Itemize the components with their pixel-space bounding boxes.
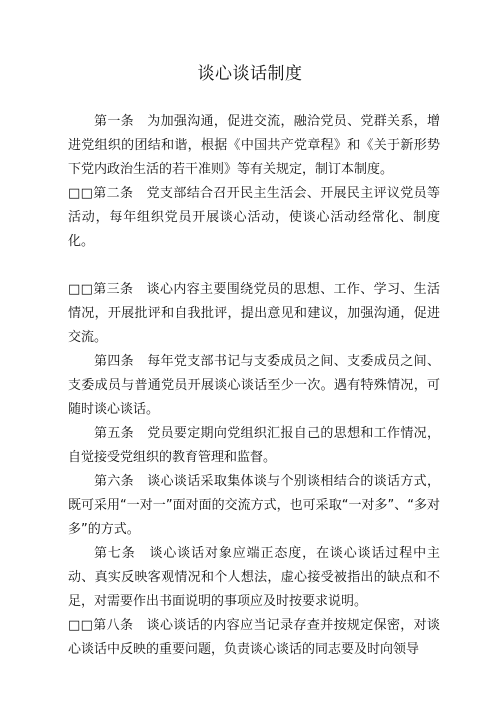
article-8: □□第八条 谈心谈话的内容应当记录存查并按规定保密，对谈心谈话中反映的重要问题，负责谈心谈话的同志要及时向领导: [68, 618, 440, 657]
article-7: 第七条 谈心谈话对象应端正态度，在谈心谈话过程中主动、真实反映客观情况和个人想法，虚心接受被指出的缺点和不足，对需要作出书面说明的事项应及时按要求说明。: [68, 546, 440, 609]
document-body: [68, 110, 440, 662]
article-4: 第四条 每年党支部书记与支委成员之间、支委成员之间、支委成员与普通党员开展谈心谈话至少一次。遇有特殊情况，可随时谈心谈话。: [68, 354, 440, 417]
paragraph-spacer: [68, 254, 440, 278]
article-6: 第六条 谈心谈话采取集体谈与个别谈相结合的谈话方式，既可采用“一对一”面对面的交流方式，也可采取“一对多”、“多对多”的方式。: [68, 474, 440, 537]
article-5: 第五条 党员要定期向党组织汇报自己的思想和工作情况，自觉接受党组织的教育管理和监督。: [68, 426, 440, 465]
article-1: 第一条 为加强沟通，促进交流，融洽党员、党群关系，增进党组织的团结和谐，根据《中国共产党章程》和《关于新形势下党内政治生活的若干准则》等有关规定，制订本制度。: [68, 114, 440, 177]
article-3: □□第三条 谈心内容主要围绕党员的思想、工作、学习、生活情况，开展批评和自我批评，提出意见和建议，加强沟通，促进交流。: [68, 282, 440, 345]
document-title: 谈心谈话制度: [197, 64, 303, 84]
article-2: □□第二条 党支部结合召开民主生活会、开展民主评议党员等活动，每年组织党员开展谈心活动，使谈心活动经常化、制度化。: [68, 186, 440, 249]
